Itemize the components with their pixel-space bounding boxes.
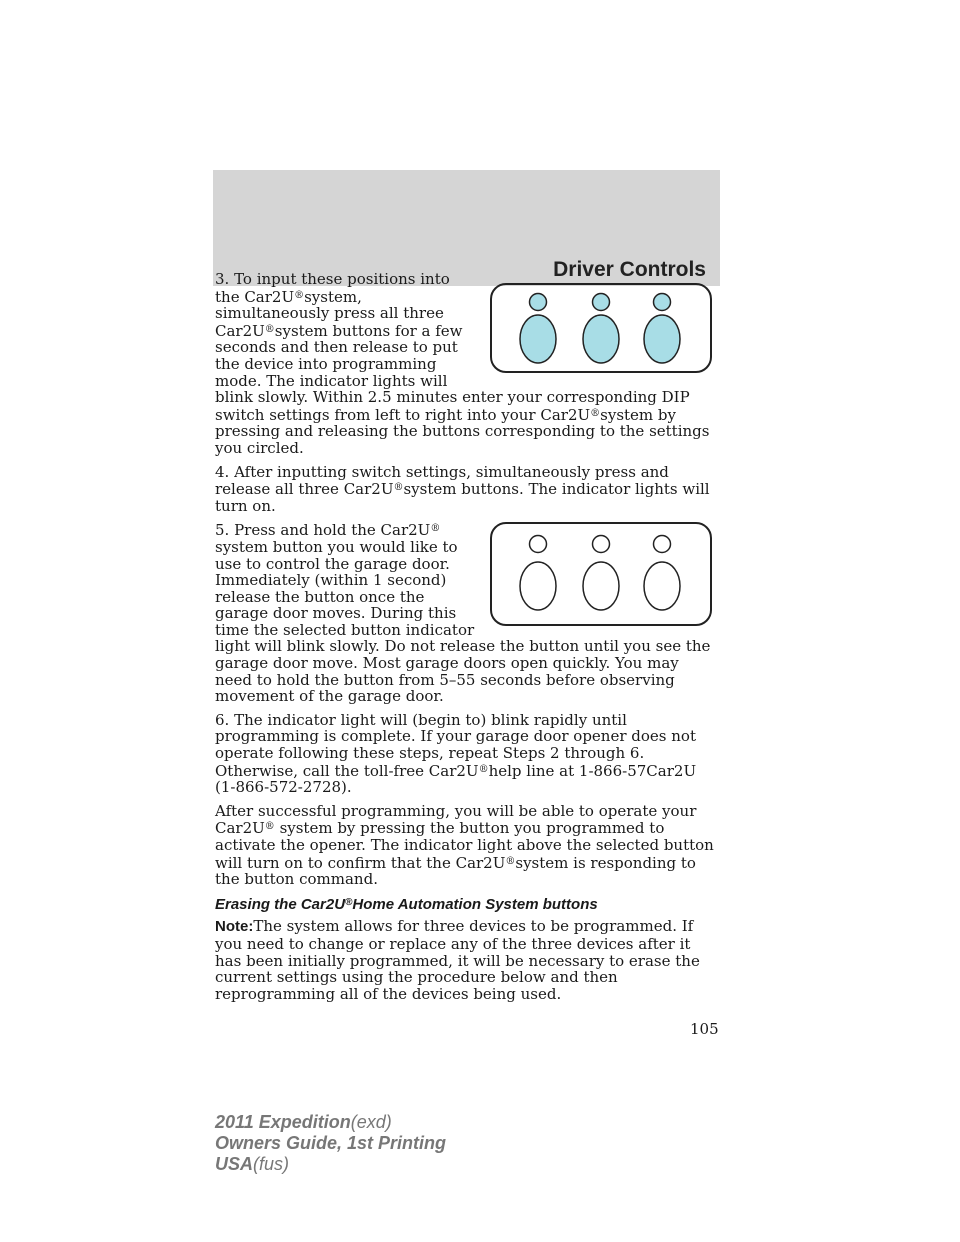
step-3-paragraph: 3. To input these positions into the Car2U®system, simultaneously press all three Car2U®system buttons for a few seconds and then release to put the device into programming mode. The indicator lights will blink slowly. Within 2.5 minutes enter your corresponding DIP switch settings from left to right into your Car2U®system by pressing and releasing the buttons corresponding to the settings you circled. [215,270,710,457]
button-panel-unlit-svg [492,524,710,624]
button-panel-diagram-unlit [490,522,712,626]
page-number: 105 [690,1020,719,1038]
indicator-light-2-icon [593,536,610,553]
button-panel-diagram-lit [490,283,712,373]
erasing-section-heading: Erasing the Car2U®Home Automation System buttons [215,895,598,913]
indicator-light-3-icon [654,294,671,311]
footer-line-3: USA(fus) [215,1154,290,1174]
system-button-3-icon [644,315,680,363]
note-label: Note: [215,918,254,936]
system-button-1-icon [520,315,556,363]
note-paragraph: Note:The system allows for three devices to be programmed. If you need to change or replace any of the three devices after it has been initially programmed, it will be necessary to erase the current settings using the procedure below and then reprogramming all of the devices being used. [215,917,700,1003]
button-panel-lit-svg [492,285,710,371]
step-4-paragraph: 4. After inputting switch settings, simultaneously press and release all three Car2U®system buttons. The indicator lights will turn on. [215,462,710,515]
system-button-2-icon [583,315,619,363]
document-footer [215,1112,446,1175]
indicator-light-1-icon [530,294,547,311]
system-button-3-icon [644,562,680,610]
section-header-bar [213,170,720,286]
step-6-paragraph: 6. The indicator light will (begin to) blink rapidly until programming is complete. If your garage door opener does not operate following these steps, repeat Steps 2 through 6. Otherwise, call the toll-free Car2U®help line at 1-866-57Car2U (1-866-572-2728). [215,710,697,797]
system-button-1-icon [520,562,556,610]
step-5-paragraph: 5. Press and hold the Car2U® system button you would like to use to control the garage door. Immediately (within 1 second) release the button once the garage door moves. During this time the selected button indicator light will blink slowly. Do not release the button until you see the garage door move. Most garage doors open quickly. You may need to hold the button from 5–55 seconds before observing movement of the garage door. [215,521,711,706]
indicator-light-3-icon [654,536,671,553]
after-programming-paragraph: After successful programming, you will be able to operate your Car2U® system by pressing the button you programmed to activate the opener. The indicator light above the selected button will turn on to confirm that the Car2U®system is responding to the button command. [215,801,714,889]
section-title: Driver Controls [553,258,706,281]
page-body [215,271,720,1009]
indicator-light-1-icon [530,536,547,553]
footer-line-2: Owners Guide, 1st Printing [215,1133,447,1153]
indicator-light-2-icon [593,294,610,311]
footer-line-1: 2011 Expedition(exd) [215,1112,392,1132]
system-button-2-icon [583,562,619,610]
